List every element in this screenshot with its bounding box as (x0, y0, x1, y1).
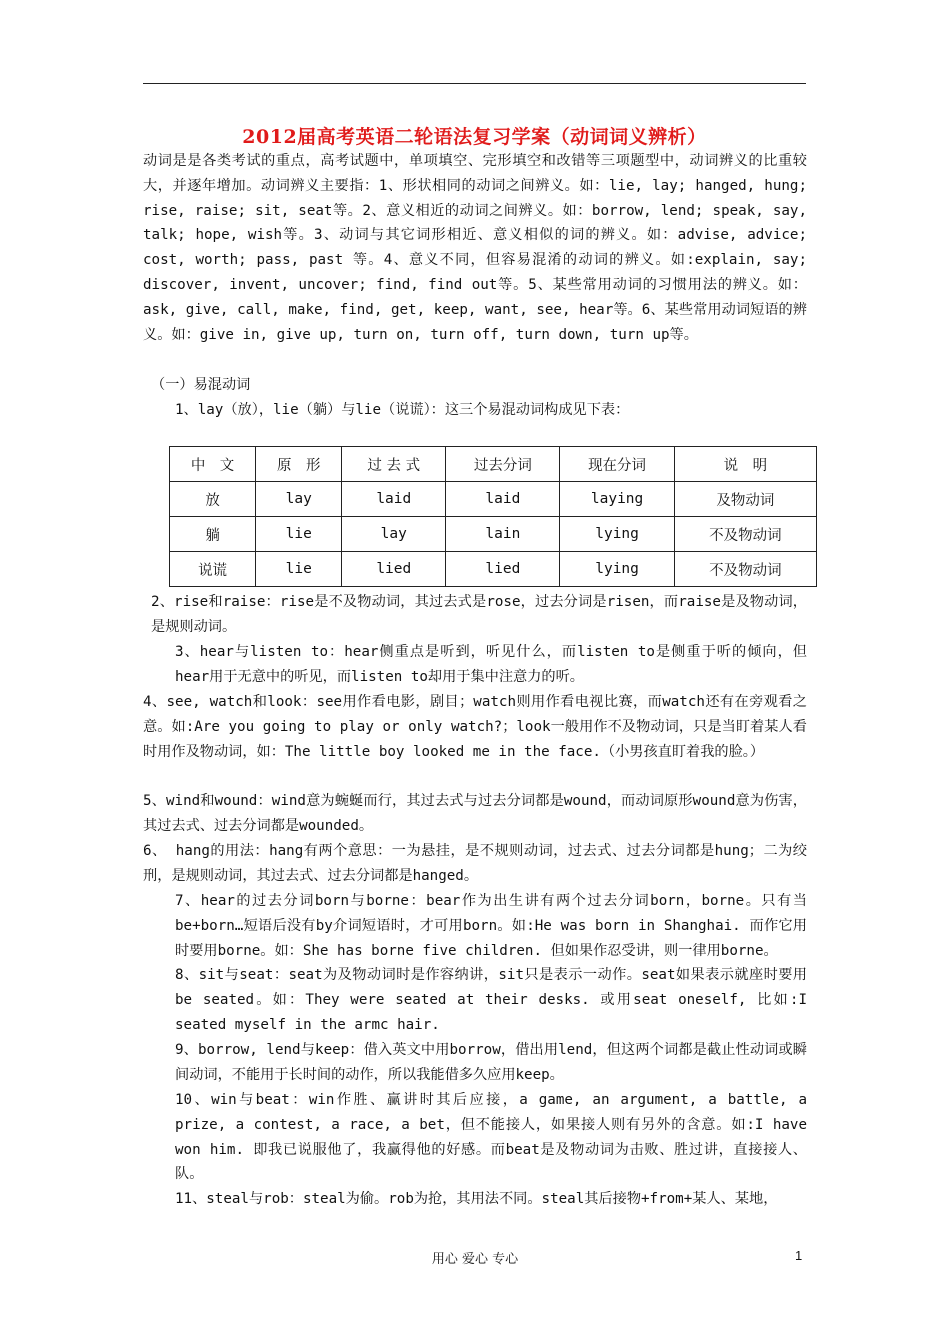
table-cell: lain (446, 517, 560, 552)
table-header-cell: 原 形 (256, 447, 342, 482)
item-11: 11、steal与rob：steal为偷。rob为抢，其用法不同。steal其后接物+from+某人、某地， (175, 1191, 778, 1207)
table-cell: laying (560, 482, 674, 517)
verb-forms-table (169, 446, 817, 587)
page-number: 1 (795, 1248, 803, 1263)
item-2: 2、rise和raise：rise是不及物动词，其过去式是rose，过去分词是risen，而raise是及物动词，是规则动词。 (151, 594, 807, 635)
table-header-cell: 现在分词 (560, 447, 674, 482)
table-cell: lied (342, 552, 446, 587)
page-footer: 用心 爱心 专心 (431, 1252, 519, 1267)
table-cell: lie (256, 552, 342, 587)
item-1: 1、lay（放），lie（躺）与lie（说谎）：这三个易混动词构成见下表： (175, 402, 630, 418)
table-cell: 不及物动词 (674, 517, 816, 552)
table-header-cell: 过 去 式 (342, 447, 446, 482)
table-cell: lying (560, 517, 674, 552)
table-cell: lie (256, 517, 342, 552)
table-header-cell: 中 文 (170, 447, 256, 482)
table-row (170, 482, 817, 517)
table-cell: laid (342, 482, 446, 517)
table-cell: 说谎 (170, 552, 256, 587)
table-cell: lay (342, 517, 446, 552)
table-header-cell: 说 明 (674, 447, 816, 482)
table-cell: 躺 (170, 517, 256, 552)
item-5: 5、wind和wound：wind意为蜿蜒而行，其过去式与过去分词都是wound，而动词原形wound意为伤害，其过去式、过去分词都是wounded。 (143, 793, 807, 834)
intro-paragraph: 动词是是各类考试的重点，高考试题中，单项填空、完形填空和改错等三项题型中，动词辨义的比重较大，并逐年增加。动词辨义主要指：1、形状相同的动词之间辨义。如：lie, lay; hanged, hung; rise, raise; sit, seat等。2、意义相近的动词之间辨义。如：borrow, lend; speak, say, talk; hope, wish等。3、动词与其它词形相近、意义相似的词的辨义。如：advise, advice; cost, worth; pass, past 等。4、意义不同，但容易混淆的动词的辨义。如:explain, say; discover, invent, uncover; find, find out等。5、某些常用动词的习惯用法的辨义。如：ask, give, call, make, find, get, keep, want, see, hear等。6、某些常用动词短语的辨义。如：give in, give up, turn on, turn off, turn down, turn up等。 (143, 153, 807, 343)
document-title: 2012届高考英语二轮语法复习学案（动词词义辨析） (242, 126, 707, 148)
item-3: 3、hear与listen to：hear侧重点是听到，听见什么，而listen to是侧重于听的倾向，但hear用于无意中的听见，而listen to却用于集中注意力的听。 (175, 644, 807, 685)
table-row (170, 552, 817, 587)
table-cell: 及物动词 (674, 482, 816, 517)
item-4: 4、see, watch和look：see用作看电影，剧目；watch则用作看电视比赛，而watch还有在旁观看之意。如:Are you going to play or only watch?；look一般用作不及物动词，只是当盯着某人看时用作及物动词，如：The little boy looked me in the face.（小男孩直盯着我的脸。） (143, 694, 807, 760)
item-8: 8、sit与seat：seat为及物动词时是作容纳讲，sit只是表示一动作。seat如果表示就座时要用be seated。如：They were seated at their desks. 或用seat oneself, 比如:I seated myself in the armc hair. (175, 967, 807, 1033)
table-cell: lay (256, 482, 342, 517)
table-cell: 放 (170, 482, 256, 517)
table-row (170, 517, 817, 552)
table-header-cell: 过去分词 (446, 447, 560, 482)
table-cell: lying (560, 552, 674, 587)
item-7: 7、hear的过去分词born与borne：bear作为出生讲有两个过去分词born，borne。只有当be+born…短语后没有by介词短语时，才可用born。如:He was born in Shanghai. 而作它用时要用borne。如：She has borne five children. 但如果作忍受讲，则一律用borne。 (175, 893, 807, 959)
table-cell: lied (446, 552, 560, 587)
header-rule (143, 83, 806, 84)
item-10: 10、win与beat：win作胜、赢讲时其后应接，a game, an argument, a battle, a prize, a contest, a race, a bet，但不能接人，如果接人则有另外的含意。如:I have won him. 即我已说服他了，我赢得他的好感。而beat是及物动词为击败、胜过讲，直接接人、队。 (175, 1092, 807, 1183)
table-cell: laid (446, 482, 560, 517)
table-cell: 不及物动词 (674, 552, 816, 587)
item-6: 6、 hang的用法：hang有两个意思：一为悬挂，是不规则动词，过去式、过去分词都是hung；二为绞刑，是规则动词，其过去式、过去分词都是hanged。 (143, 843, 807, 884)
item-9: 9、borrow, lend与keep：借入英文中用borrow，借出用lend，但这两个词都是截止性动词或瞬间动词，不能用于长时间的动作，所以我能借多久应用keep。 (175, 1042, 807, 1083)
section-heading: （一）易混动词 (151, 377, 251, 393)
table-header-row (170, 447, 817, 482)
